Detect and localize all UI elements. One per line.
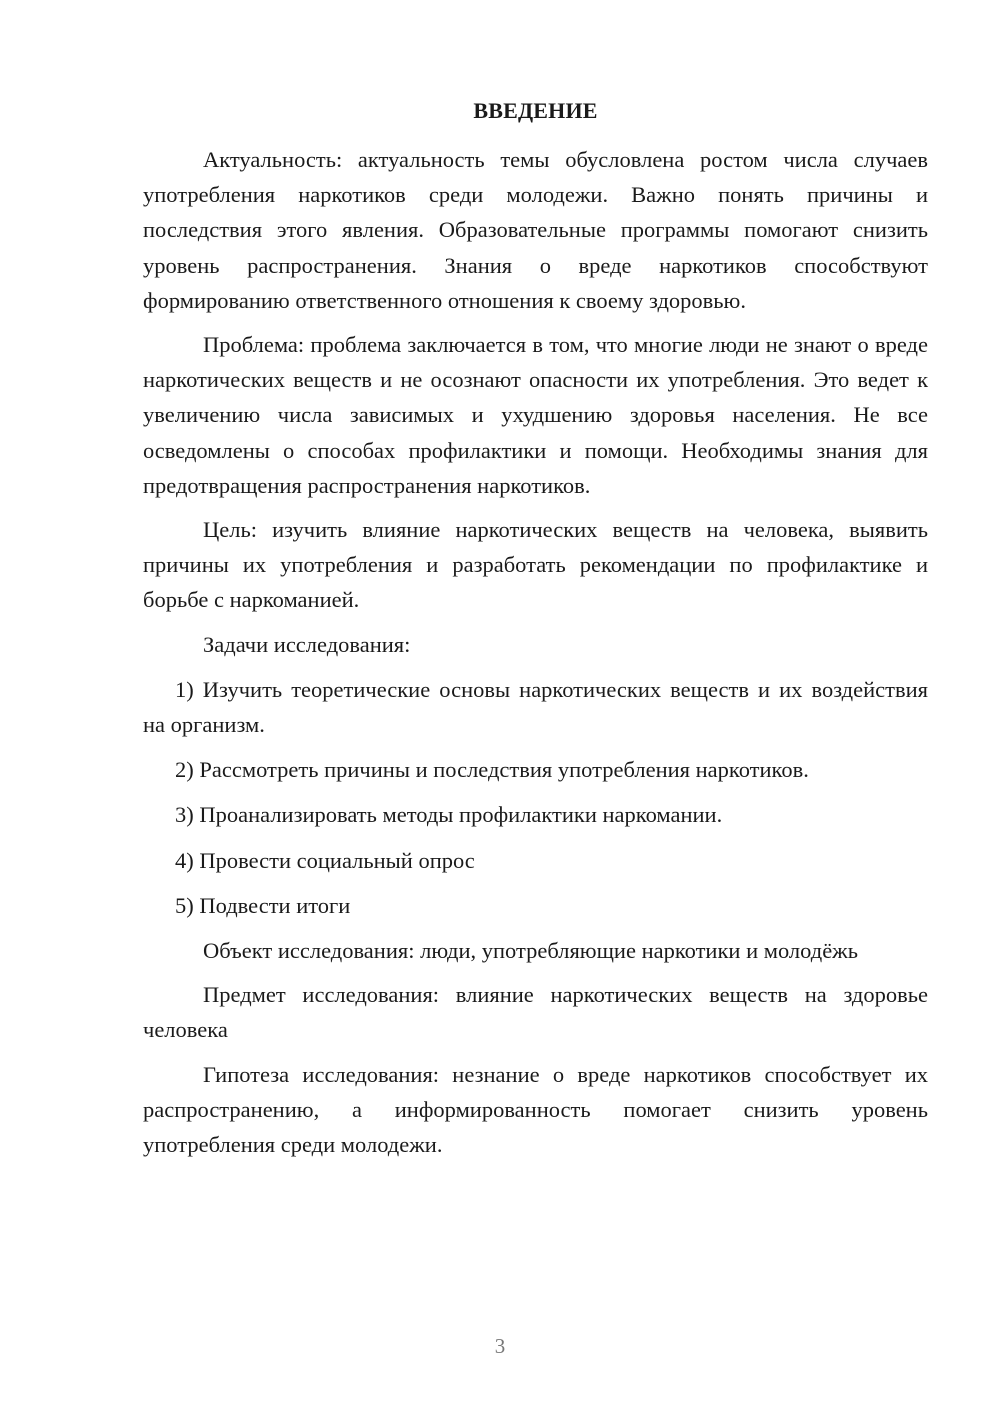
research-subject-paragraph: Предмет исследования: влияние наркотических веществ на здоровье человека bbox=[143, 982, 928, 1043]
tasks-list bbox=[143, 672, 928, 923]
problem-paragraph: Проблема: проблема заключается в том, что многие люди не знают о вреде наркотических веществ и не осознают опасности их употребления. Это ведет к увеличению числа зависимых и ухудшению здоровья населения. Не все осведомлены о способах профилактики и помощи. Необходимы знания для предотвращения распространения наркотиков. bbox=[143, 332, 928, 498]
task-item: 3) Проанализировать методы профилактики наркомании. bbox=[175, 802, 723, 828]
page-title: ВВЕДЕНИЕ bbox=[473, 98, 598, 123]
tasks-heading: Задачи исследования: bbox=[203, 631, 411, 657]
page-number: 3 bbox=[494, 1334, 506, 1358]
relevance-paragraph: Актуальность: актуальность темы обусловлена ростом числа случаев употребления наркотиков среди молодежи. Важно понять причины и последствия этого явления. Образовательные программы помогают снизить уровень распространения. Знания о вреде наркотиков способствуют формированию ответственного отношения к своему здоровью. bbox=[143, 147, 928, 313]
task-item: 4) Провести социальный опрос bbox=[175, 847, 475, 873]
hypothesis-paragraph: Гипотеза исследования: незнание о вреде наркотиков способствует их распространению, а информированность помогает снизить уровень употребления среди молодежи. bbox=[143, 1061, 928, 1158]
task-item: 2) Рассмотреть причины и последствия употребления наркотиков. bbox=[175, 757, 809, 783]
goal-paragraph: Цель: изучить влияние наркотических веществ на человека, выявить причины их употребления и разработать рекомендации по профилактике и борьбе с наркоманией. bbox=[143, 517, 928, 613]
task-item: 1) Изучить теоретические основы наркотических веществ и их воздействия на организм. bbox=[143, 676, 928, 738]
document-body bbox=[143, 142, 928, 1171]
task-item: 5) Подвести итоги bbox=[175, 892, 351, 918]
research-object-paragraph: Объект исследования: люди, употребляющие наркотики и молодёжь bbox=[203, 938, 858, 964]
